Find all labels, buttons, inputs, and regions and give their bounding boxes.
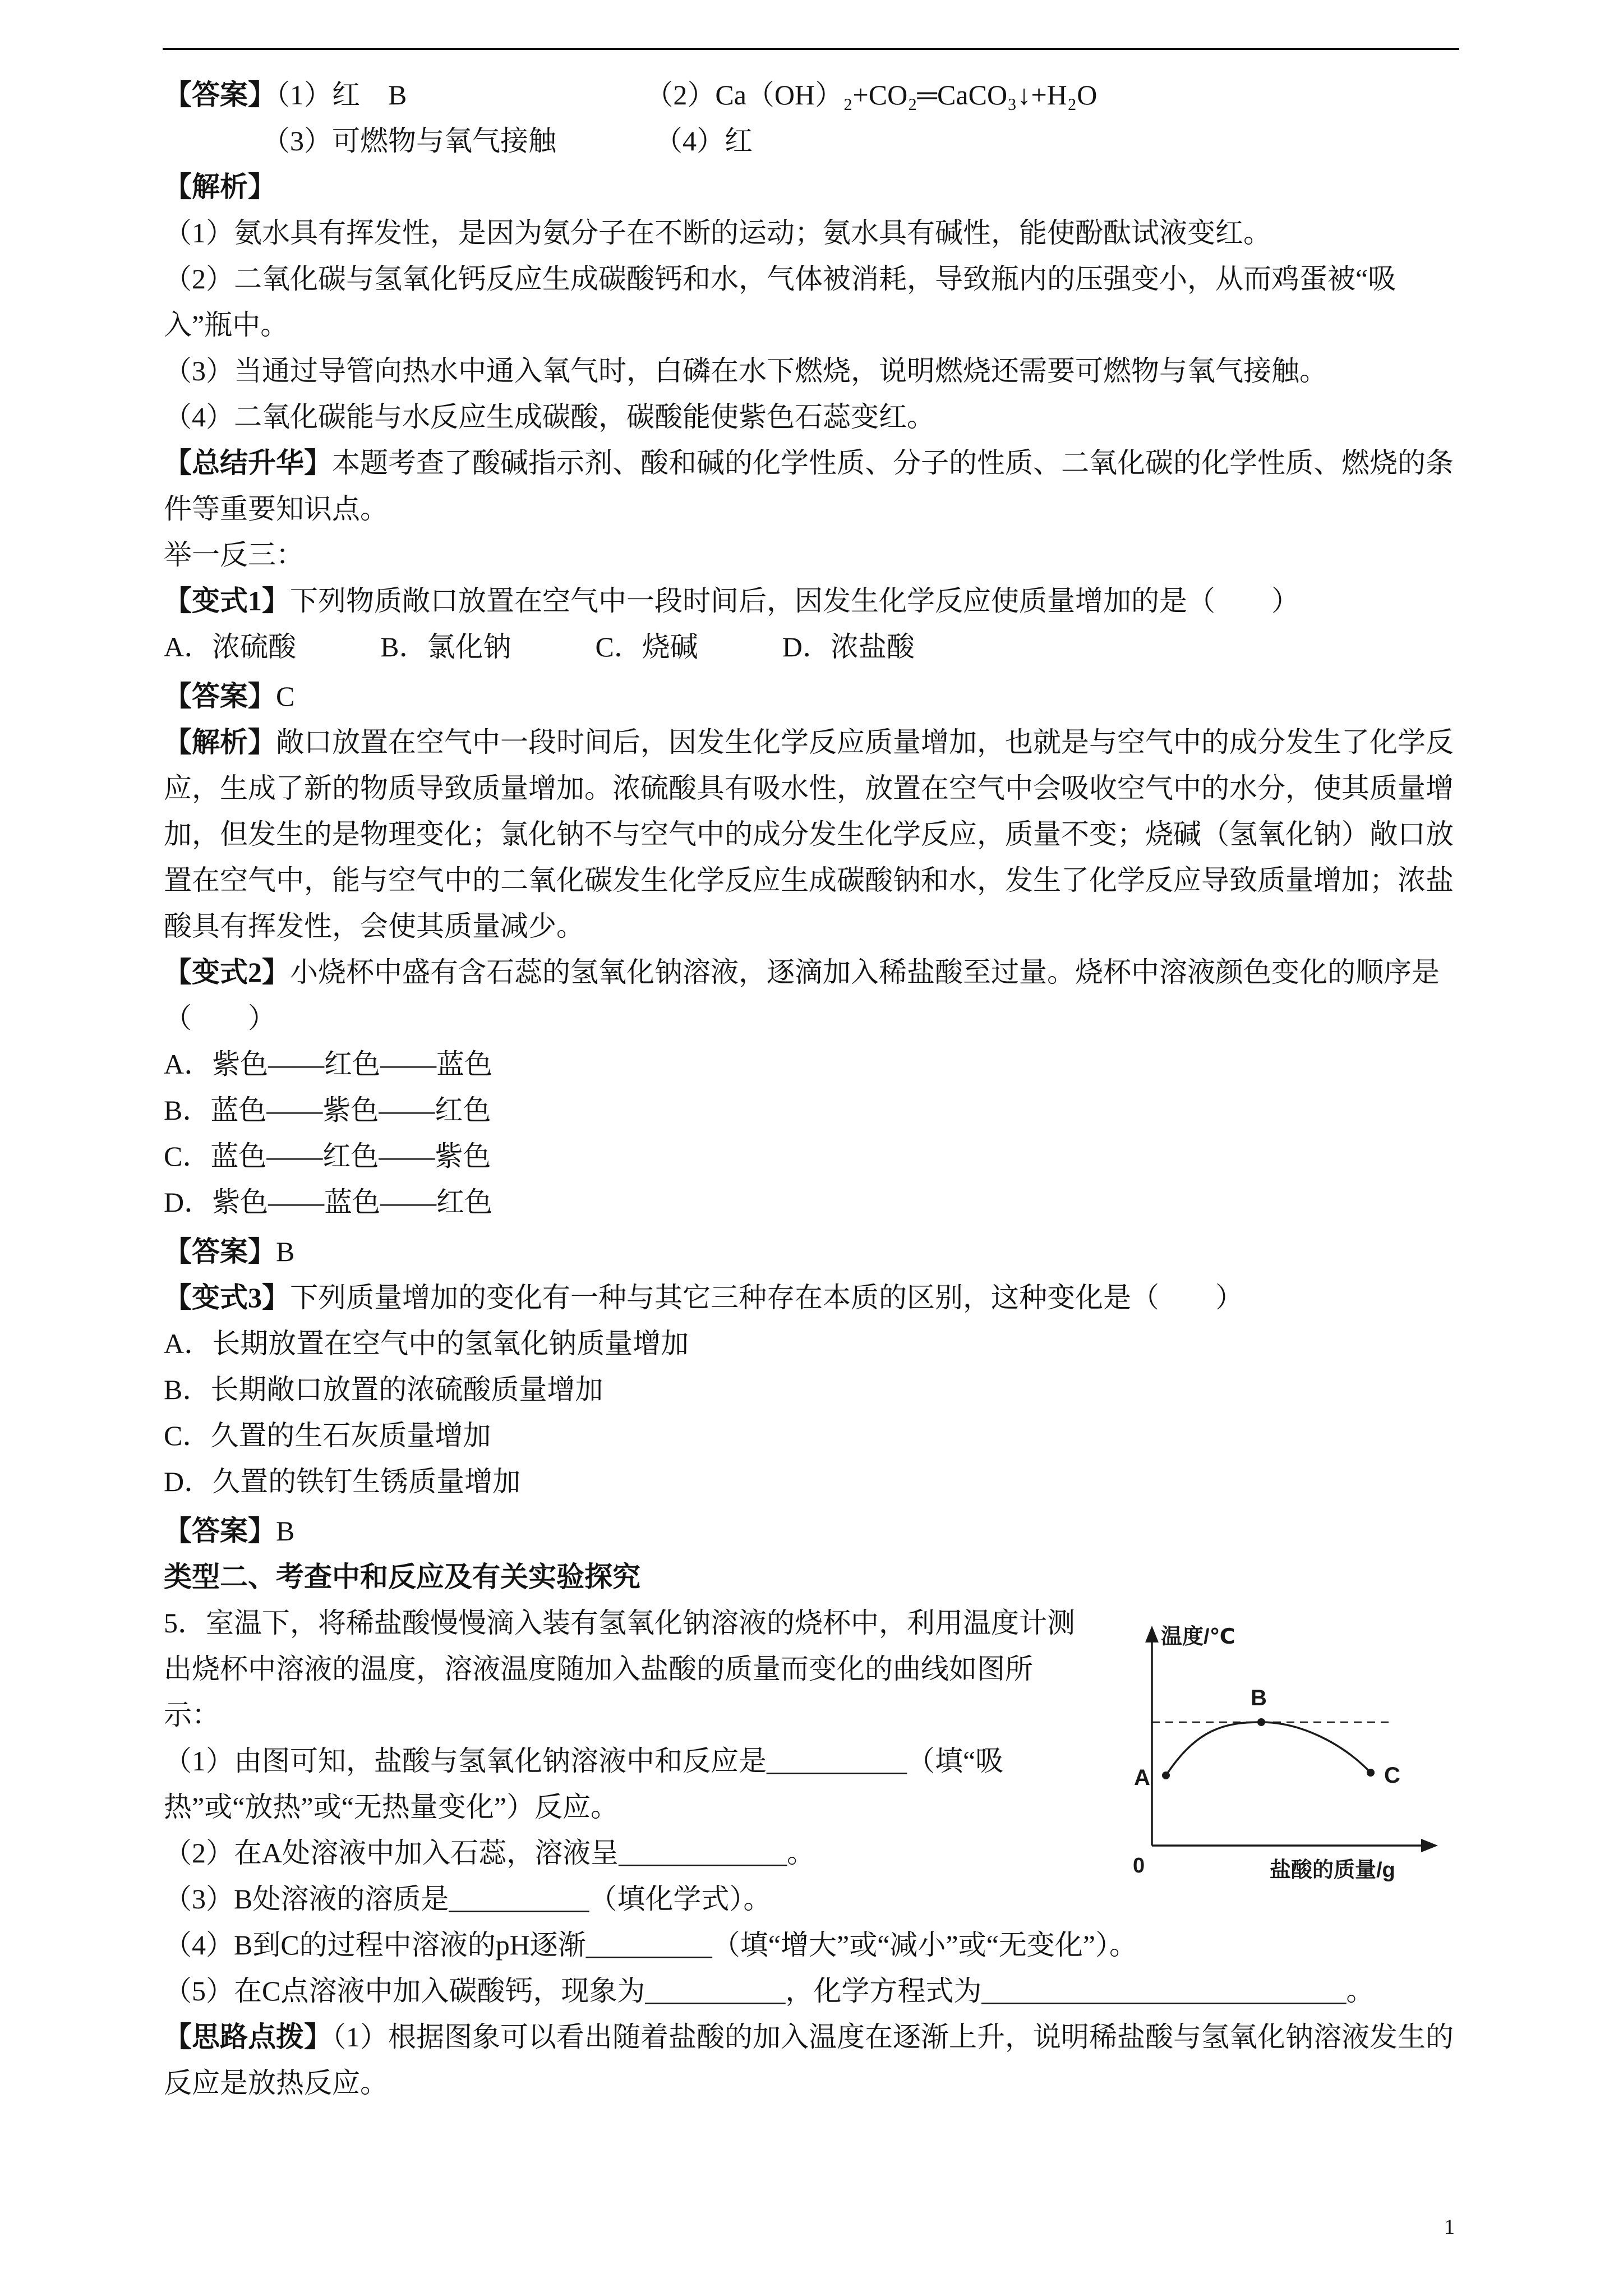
point-c-label: C [1384, 1763, 1400, 1788]
q5-intro: 5．室温下，将稀盐酸慢慢滴入装有氢氧化钠溶液的烧杯中，利用温度计测出烧杯中溶液的温度，溶液温度随加入盐酸的质量而变化的曲线如图所示： [164, 1607, 1075, 1731]
analysis-label-line [164, 164, 1460, 210]
jyfs-heading: 举一反三： [164, 539, 304, 570]
temperature-curve [1166, 1722, 1371, 1775]
variant3-option-b: B．长期敞口放置的浓硫酸质量增加 [164, 1374, 603, 1405]
point-a-dot [1162, 1772, 1170, 1779]
page-number: 1 [1444, 2215, 1455, 2239]
point-b-label: B [1251, 1686, 1267, 1710]
answer-text-1: （1）红 B （2）Ca（OH）₂+CO₂═CaCO₃↓+H₂O [276, 79, 1098, 111]
hint-paragraph [164, 2014, 1460, 2106]
analysis-item-4: （4）二氧化碳能与水反应生成碳酸，碳酸能使紫色石蕊变红。 [164, 401, 935, 432]
variant2-question-text: 小烧杯中盛有含石蕊的氢氧化钠溶液，逐滴加入稀盐酸至过量。烧杯中溶液颜色变化的顺序是（ ） [164, 956, 1440, 1034]
variant2-option-c: C．蓝色——红色——紫色 [164, 1140, 491, 1172]
x-axis-arrow-icon [1421, 1839, 1438, 1852]
variant3-question [164, 1274, 1460, 1320]
variant3-option-c: C．久置的生石灰质量增加 [164, 1420, 491, 1451]
type2-heading: 类型二、考查中和反应及有关实验探究 [164, 1561, 640, 1593]
variant2-question [164, 949, 1460, 1041]
answer-line-1 [164, 72, 1460, 118]
analysis-item-2: （2）二氧化碳与氢氧化钙反应生成碳酸钙和水，气体被消耗，导致瓶内的压强变小，从而鸡蛋被“吸入”瓶中。 [164, 263, 1396, 341]
variant1-answer [164, 673, 1460, 719]
point-a-label: A [1134, 1765, 1150, 1790]
y-axis-arrow-icon [1145, 1626, 1159, 1642]
variant3-answer-label: 【答案】 [164, 1515, 276, 1547]
variant1-answer-label: 【答案】 [164, 680, 276, 712]
variant1-analysis-text: 敞口放置在空气中一段时间后，因发生化学反应质量增加，也就是与空气中的成分发生了化学反应，生成了新的物质导致质量增加。浓硫酸具有吸水性，放置在空气中会吸收空气中的水分，使其质量增加，但发生的是物理变化；氯化钠不与空气中的成分发生化学反应，质量不变；烧碱（氢氧化钠）敞口放置在空气中，能与空气中的二氧化碳发生化学反应生成碳酸钠和水，发生了化学反应导致质量增加；浓盐酸具有挥发性，会使其质量减少。 [164, 726, 1454, 942]
answer-text-2: （3）可燃物与氧气接触 （4）红 [164, 125, 753, 157]
q5-item-2: （2）在A处溶液中加入石蕊，溶液呈____________。 [164, 1837, 815, 1869]
variant3-answer-value: B [276, 1515, 295, 1547]
hint-label: 【思路点拨】 [164, 2021, 332, 2053]
point-b-dot [1257, 1718, 1265, 1726]
variant3-answer [164, 1508, 1460, 1554]
analysis-item-1: （1）氨水具有挥发性，是因为氨分子在不断的运动；氨水具有碱性，能使酚酞试液变红。 [164, 217, 1271, 249]
header-rule [163, 48, 1459, 50]
variant2-option-b: B．蓝色——紫色——红色 [164, 1094, 491, 1126]
variant1-analysis [164, 719, 1460, 949]
point-c-dot [1367, 1769, 1375, 1777]
q5-item-5: （5）在C点溶液中加入碳酸钙，现象为__________，化学方程式为__________________________。 [164, 1975, 1375, 2007]
variant3-question-text: 下列质量增加的变化有一种与其它三种存在本质的区别，这种变化是（ ） [290, 1282, 1243, 1313]
variant1-analysis-label: 【解析】 [164, 726, 276, 758]
analysis-label: 【解析】 [164, 171, 276, 203]
summary-paragraph [164, 440, 1460, 532]
variant3-option-d: D．久置的铁钉生锈质量增加 [164, 1466, 521, 1497]
summary-label: 【总结升华】 [164, 447, 332, 478]
analysis-item-3: （3）当通过导管向热水中通入氧气时，白磷在水下燃烧，说明燃烧还需要可燃物与氧气接触。 [164, 355, 1327, 386]
variant2-answer [164, 1228, 1460, 1274]
variant2-option-d: D．紫色——蓝色——红色 [164, 1186, 493, 1218]
question-5 [164, 1600, 1460, 2014]
variant1-options: A．浓硫酸 B．氯化钠 C．烧碱 D．浓盐酸 [164, 631, 915, 662]
temperature-vs-acid-chart [1101, 1604, 1460, 1896]
variant1-question-text: 下列物质敞口放置在空气中一段时间后，因发生化学反应使质量增加的是（ ） [290, 585, 1299, 616]
page-content [164, 72, 1460, 2106]
q5-item-4: （4）B到C的过程中溶液的pH逐渐_________（填“增大”或“减小”或“无变化”）。 [164, 1929, 1137, 1961]
variant1-label: 【变式1】 [164, 585, 290, 616]
q5-item-3: （3）B处溶液的溶质是__________（填化学式）。 [164, 1883, 772, 1915]
answer-label: 【答案】 [164, 79, 276, 111]
x-axis-label: 盐酸的质量/g [1270, 1858, 1395, 1882]
answer-line-2 [164, 118, 1460, 164]
y-axis-label: 温度/℃ [1161, 1625, 1235, 1649]
variant2-label: 【变式2】 [164, 956, 290, 988]
chart-svg [1101, 1604, 1460, 1896]
variant1-question [164, 578, 1460, 624]
q5-item-1: （1）由图可知，盐酸与氢氧化钠溶液中和反应是__________（填“吸热”或“放热”或“无热量变化”）反应。 [164, 1745, 1004, 1823]
variant1-answer-value: C [276, 680, 295, 712]
variant2-answer-value: B [276, 1236, 295, 1267]
summary-text: 本题考查了酸碱指示剂、酸和碱的化学性质、分子的性质、二氧化碳的化学性质、燃烧的条件等重要知识点。 [164, 447, 1454, 524]
variant3-label: 【变式3】 [164, 1282, 290, 1313]
variant3-option-a: A．长期放置在空气中的氢氧化钠质量增加 [164, 1328, 689, 1359]
origin-label: 0 [1133, 1854, 1145, 1878]
variant2-answer-label: 【答案】 [164, 1236, 276, 1267]
hint-text: （1）根据图象可以看出随着盐酸的加入温度在逐渐上升，说明稀盐酸与氢氧化钠溶液发生的反应是放热反应。 [164, 2021, 1454, 2099]
variant2-option-a: A．紫色——红色——蓝色 [164, 1048, 493, 1080]
